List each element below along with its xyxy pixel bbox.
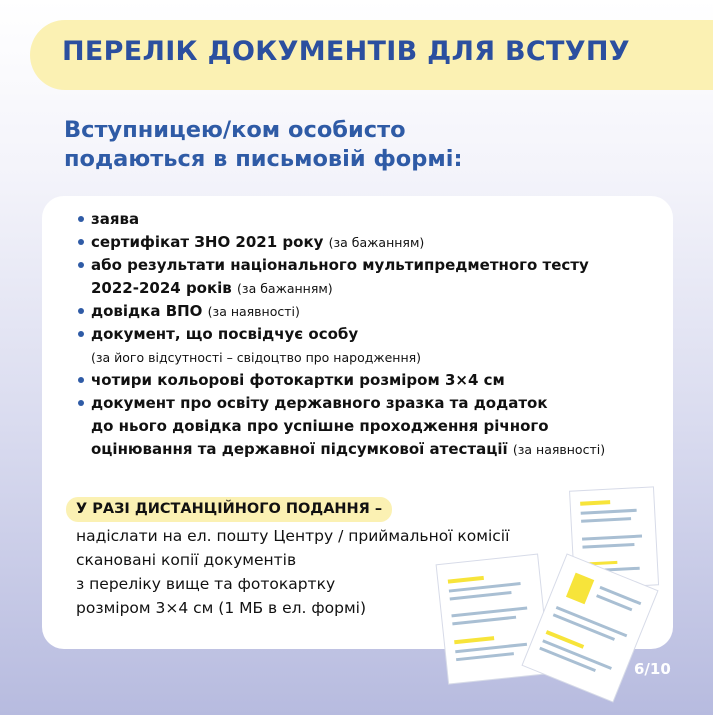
item-text: документ, що посвідчує особу [91,325,359,343]
item-text: довідка ВПО [91,302,203,320]
item-note: (за бажанням) [237,281,333,296]
item-text-line-3: оцінювання та державної підсумкової атестації [91,440,508,458]
remote-line: надіслати на ел. пошту Центру / приймальної комісії [76,527,510,545]
item-text: сертифікат ЗНО 2021 року [91,233,324,251]
remote-line: скановані копії документів [76,551,297,569]
item-text: або результати національного мультипредметного тесту [91,256,589,274]
item-text-line-2: 2022-2024 років [91,279,232,297]
item-text: заява [91,210,140,228]
remote-line: з переліку вище та фотокартку [76,575,336,593]
item-note: (за його відсутності – свідоцтво про народження) [91,350,422,365]
remote-submission-label: У РАЗІ ДИСТАНЦІЙНОГО ПОДАННЯ – [66,497,392,522]
item-text: чотири кольорові фотокартки розміром 3×4 см [91,371,505,389]
item-note: (за наявності) [512,442,606,457]
subtitle-line-1: Вступницею/ком особисто [64,117,406,143]
item-text-line-2: до нього довідка про успішне проходження річного [91,417,549,435]
item-note: (за бажанням) [328,235,425,250]
item-note: (за наявності) [207,304,300,319]
remote-line: розміром 3×4 см (1 МБ в ел. формі) [76,599,367,617]
page-number: 6/10 [634,660,671,678]
item-text: документ про освіту державного зразка та додаток [91,394,548,412]
subtitle-line-2: подаються в письмовій формі: [64,146,463,172]
page-title: ПЕРЕЛІК ДОКУМЕНТІВ ДЛЯ ВСТУПУ [62,36,630,67]
